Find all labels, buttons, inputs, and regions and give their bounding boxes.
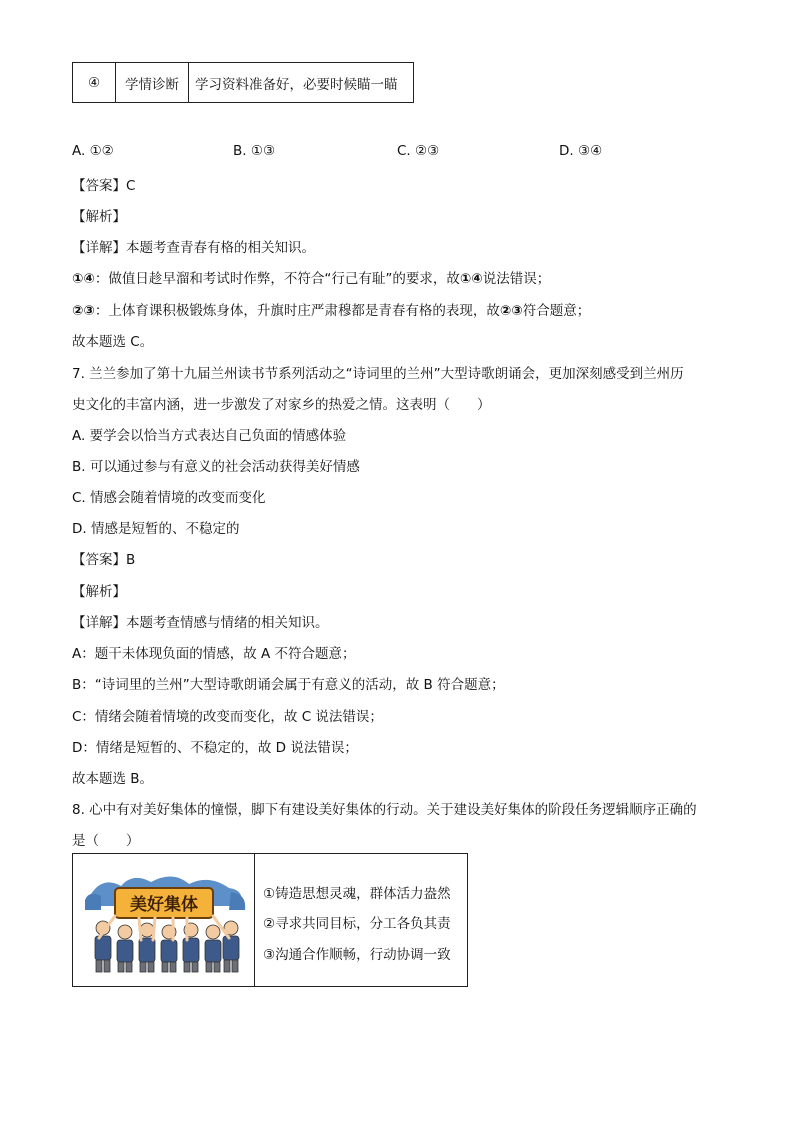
q6-analysis-heading: 【解析】 (72, 209, 126, 225)
q8-item-3: ③沟通合作顺畅，行动协调一致 (263, 947, 451, 963)
q7-line-b: B：“诗词里的兰州”大型诗歌朗诵会属于有意义的活动，故 B 符合题意； (72, 677, 505, 693)
q7-option-c: C. 情感会随着情境的改变而变化 (72, 490, 266, 506)
q6-line1-tag: ①④ (72, 271, 95, 287)
q7-option-b: B. 可以通过参与有意义的社会活动获得美好情感 (72, 459, 360, 475)
q6-option-b: B. ①③ (233, 143, 276, 159)
q7-analysis-heading: 【解析】 (72, 584, 126, 600)
sign-text: 美好集体 (130, 895, 198, 915)
q6-option-a: A. ①② (72, 143, 114, 159)
option-table-fragment (72, 62, 414, 103)
q6-line-1 (72, 267, 550, 287)
q8-figure-box (72, 853, 468, 987)
q8-divider (254, 854, 255, 986)
q7-line-a: A：题干未体现负面的情感，故 A 不符合题意； (72, 646, 356, 662)
q7-stem-line-1: 7. 兰兰参加了第十九届兰州读书节系列活动之“诗词里的兰州”大型诗歌朗诵会，更加深刻感受到兰州历 (72, 366, 684, 382)
q7-answer: 【答案】B (72, 552, 136, 568)
q6-line2-tag2: ②③ (499, 303, 523, 319)
q6-line2-end: 符合题意； (522, 303, 591, 319)
q8-item-2: ②寻求共同目标，分工各负其责 (263, 916, 451, 932)
q6-option-c: C. ②③ (397, 143, 440, 159)
q6-conclusion: 故本题选 C。 (72, 334, 154, 350)
table-cell-number: ④ (73, 63, 116, 103)
q6-answer: 【答案】C (72, 178, 136, 194)
q7-conclusion: 故本题选 B。 (72, 771, 154, 787)
q6-line1-end: 说法错误； (482, 271, 551, 287)
q7-line-d: D：情绪是短暂的、不稳定的，故 D 说法错误； (72, 740, 358, 756)
q6-option-d: D. ③④ (559, 143, 603, 159)
q6-line2-text: ：上体育课积极锻炼身体，升旗时庄严肃穆都是青春有格的表现，故 (94, 303, 500, 319)
collective-illustration (81, 866, 249, 976)
q7-option-d: D. 情感是短暂的、不稳定的 (72, 521, 240, 537)
q6-line1-tag2: ①④ (459, 271, 483, 287)
q6-line2-tag: ②③ (72, 303, 95, 319)
table-cell-content: 学习资料准备好，必要时候瞄一瞄 (189, 63, 414, 103)
q7-detail: 【详解】本题考查情感与情绪的相关知识。 (72, 615, 329, 631)
q6-detail: 【详解】本题考查青春有格的相关知识。 (72, 240, 315, 256)
q8-stem-line-2: 是（ ） (72, 833, 140, 849)
q8-item-1: ①铸造思想灵魂，群体活力盎然 (263, 886, 451, 902)
q6-line1-text: ：做值日趁早溜和考试时作弊，不符合“行己有耻”的要求，故 (94, 271, 460, 287)
q8-stem-line-1: 8. 心中有对美好集体的憧憬，脚下有建设美好集体的行动。关于建设美好集体的阶段任务逻辑顺序正确的 (72, 802, 697, 818)
q7-option-a: A. 要学会以恰当方式表达自己负面的情感体验 (72, 428, 347, 444)
table-cell-label: 学情诊断 (116, 63, 189, 103)
q7-line-c: C：情绪会随着情境的改变而变化，故 C 说法错误； (72, 709, 383, 725)
q7-stem-line-2: 史文化的丰富内涵，进一步激发了对家乡的热爱之情。这表明（ ） (72, 397, 491, 413)
q6-options (72, 143, 712, 163)
q6-line-2 (72, 299, 590, 319)
